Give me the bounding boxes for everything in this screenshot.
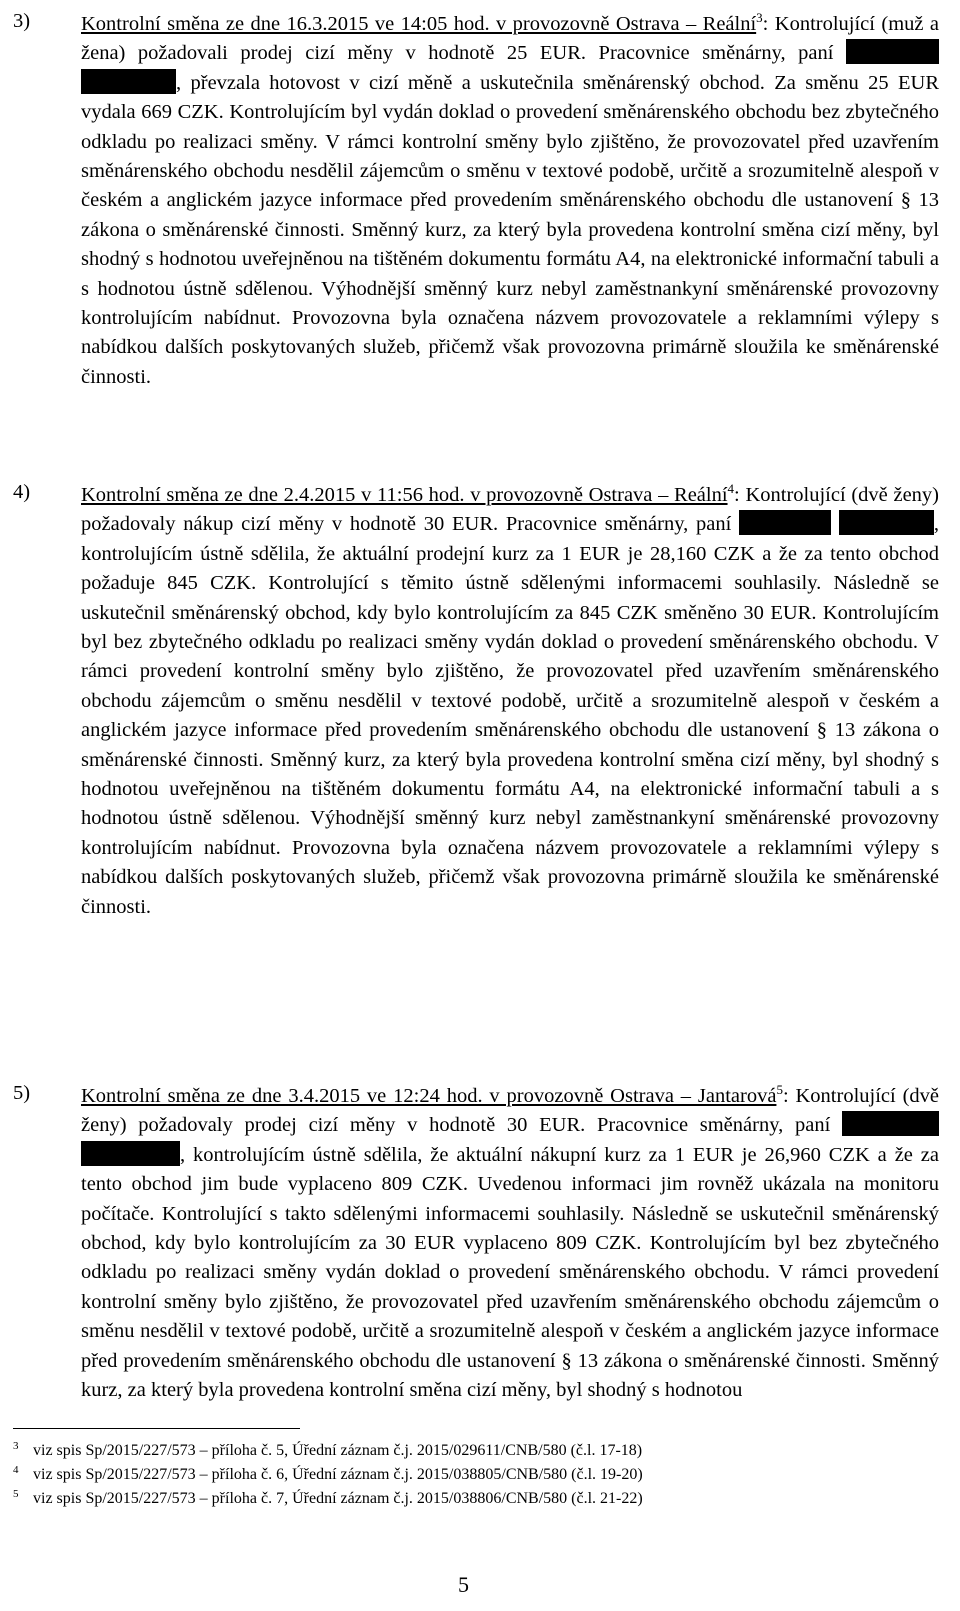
redacted-surname-box <box>81 69 176 94</box>
heading-colon: : <box>734 484 740 506</box>
footnote-3: $^3$ viz spis Sp/2015/227/573 – příloha č. 5, Úřední záznam č.j. 2015/029611/CNB/580 (č.l. 17-18) <box>13 1439 643 1459</box>
footnote-text: viz spis Sp/2015/227/573 – příloha č. 5, Úřední záznam č.j. 2015/029611/CNB/580 (č.l. 17-18) <box>33 1442 643 1459</box>
redacted-surname-box <box>81 1141 180 1166</box>
page-number: 5 <box>458 1572 469 1597</box>
item-number: 3) <box>13 10 31 32</box>
footnote-text: viz spis Sp/2015/227/573 – příloha č. 7, Úřední záznam č.j. 2015/038806/CNB/580 (č.l. 21-22) <box>33 1490 643 1507</box>
item-paragraph <box>81 10 939 392</box>
footnote-4: $^4$ viz spis Sp/2015/227/573 – příloha č. 6, Úřední záznam č.j. 2015/038805/CNB/580 (č.l. 19-20) <box>13 1463 643 1483</box>
footnote-ref: 3 <box>756 10 763 26</box>
item-text-part-1: Kontrolující (muž a žena) požadovali prodej cizí měny v hodnotě 25 EUR. Pracovnice směnárny, paní <box>81 13 939 65</box>
redacted-name-box <box>739 510 831 535</box>
item-text-part-1: Kontrolující (dvě ženy) požadovaly nákup cizí měny v hodnotě 30 EUR. Pracovnice směnárny, paní <box>81 484 939 536</box>
footnote-ref: 5 <box>776 1082 783 1098</box>
item-text-part-1: Kontrolující (dvě ženy) požadovaly prodej cizí měny v hodnotě 30 EUR. Pracovnice směnárny, paní <box>81 1085 939 1137</box>
item-number: 5) <box>13 1082 31 1104</box>
heading-colon: : <box>762 13 769 35</box>
redacted-name-box <box>842 1111 939 1136</box>
footnote-separator <box>13 1428 300 1429</box>
item-text-part-2: , kontrolujícím ústně sdělila, že aktuální prodejní kurz za 1 EUR je 28,160 CZK a že za tento obchod požaduje 845 CZK. Kontrolující s těmito ústně sdělenými informacemi souhlasily. Následně se uskutečnil směnárenský obchod, kdy bylo kontrolujícím za 845 CZK směněno 30 EUR. Kontrolujícím byl bez zbytečného odkladu po realizaci směny vydán doklad o provedení směnárenského obchodu. V rámci provedení kontrolní směny bylo zjištěno, že provozovatel před uzavřením směnárenského obchodu zájemcům o směnu nesdělil v textové podobě, určitě a srozumitelně alespoň v českém a anglickém jazyce informace před provedením směnárenského obchodu dle ustanovení § 13 zákona o směnárenské činnosti. Směnný kurz, za který byla provedena kontrolní směna cizí měny, byl shodný s hodnotou uveřejněnou na tištěném dokumentu formátu A4, na elektronické informační tabuli a s hodnotou ústně sdělenou. Výhodnější směnný kurz nebyl zaměstnankyní směnárenské provozovny kontrolujícím nabídnut. Provozovna byla označena názvem provozovatele a reklamními výlepy s nabídkou dalších poskytovaných služeb, přičemž však provozovna primárně sloužila ke směnárenské činnosti. <box>81 513 939 918</box>
item-text-part-2: , kontrolujícím ústně sdělila, že aktuální nákupní kurz za 1 EUR je 26,960 CZK a že za tento obchod jim bude vyplaceno 809 CZK. Uvedenou informaci jim rovněž ukázala na monitoru počítače. Kontrolující s takto sdělenými informacemi souhlasily. Následně se uskutečnil směnárenský obchod, kdy bylo kontrolujícím za 30 EUR vyplaceno 809 CZK. Kontrolujícím byl bez zbytečného odkladu po realizaci směny vydán doklad o provedení směnárenského obchodu. V rámci provedení kontrolní směny bylo zjištěno, že provozovatel před uzavřením směnárenského obchodu zájemcům o směnu nesdělil v textové podobě, určitě a srozumitelně alespoň v českém a anglickém jazyce informace před provedením směnárenského obchodu dle ustanovení § 13 zákona o směnárenské činnosti. Směnný kurz, za který byla provedena kontrolní směna cizí měny, byl shodný s hodnotou <box>81 1143 939 1402</box>
item-heading: Kontrolní směna ze dne 3.4.2015 ve 12:24 hod. v provozovně Ostrava – Jantarová <box>81 1085 777 1107</box>
item-number: 4) <box>13 481 31 503</box>
footnote-ref: 4 <box>727 481 735 497</box>
footnote-5: $^5$ viz spis Sp/2015/227/573 – příloha č. 7, Úřední záznam č.j. 2015/038806/CNB/580 (č.l. 21-22) <box>13 1487 643 1507</box>
redacted-surname-box <box>839 510 934 535</box>
footnote-text: viz spis Sp/2015/227/573 – příloha č. 6, Úřední záznam č.j. 2015/038805/CNB/580 (č.l. 19-20) <box>33 1466 643 1483</box>
item-heading: Kontrolní směna ze dne 16.3.2015 ve 14:05 hod. v provozovně Ostrava – Reální <box>81 13 757 35</box>
heading-colon: : <box>782 1085 789 1107</box>
item-paragraph <box>81 1082 939 1405</box>
item-paragraph <box>81 481 939 922</box>
item-heading: Kontrolní směna ze dne 2.4.2015 v 11:56 hod. v provozovně Ostrava – Reální <box>81 484 728 506</box>
item-text-part-2: , převzala hotovost v cizí měně a uskutečnila směnárenský obchod. Za směnu 25 EUR vydala 669 CZK. Kontrolujícím byl vydán doklad o provedení směnárenského obchodu bez zbytečného odkladu po realizaci směny. V rámci kontrolní směny bylo zjištěno, že provozovatel před uzavřením směnárenského obchodu nesdělil zájemcům o směnu v textové podobě, určitě a srozumitelně alespoň v českém a anglickém jazyce informace před provedením směnárenského obchodu dle ustanovení § 13 zákona o směnárenské činnosti. Směnný kurz, za který byla provedena kontrolní směna cizí měny, byl shodný s hodnotou uveřejněnou na tištěném dokumentu formátu A4, na elektronické informační tabuli a s hodnotou ústně sdělenou. Výhodnější směnný kurz nebyl zaměstnankyní směnárenské provozovny kontrolujícím nabídnut. Provozovna byla označena názvem provozovatele a reklamními výlepy s nabídkou dalších poskytovaných služeb, přičemž však provozovna primárně sloužila ke směnárenské činnosti. <box>81 71 939 388</box>
redacted-name-box <box>846 39 939 64</box>
